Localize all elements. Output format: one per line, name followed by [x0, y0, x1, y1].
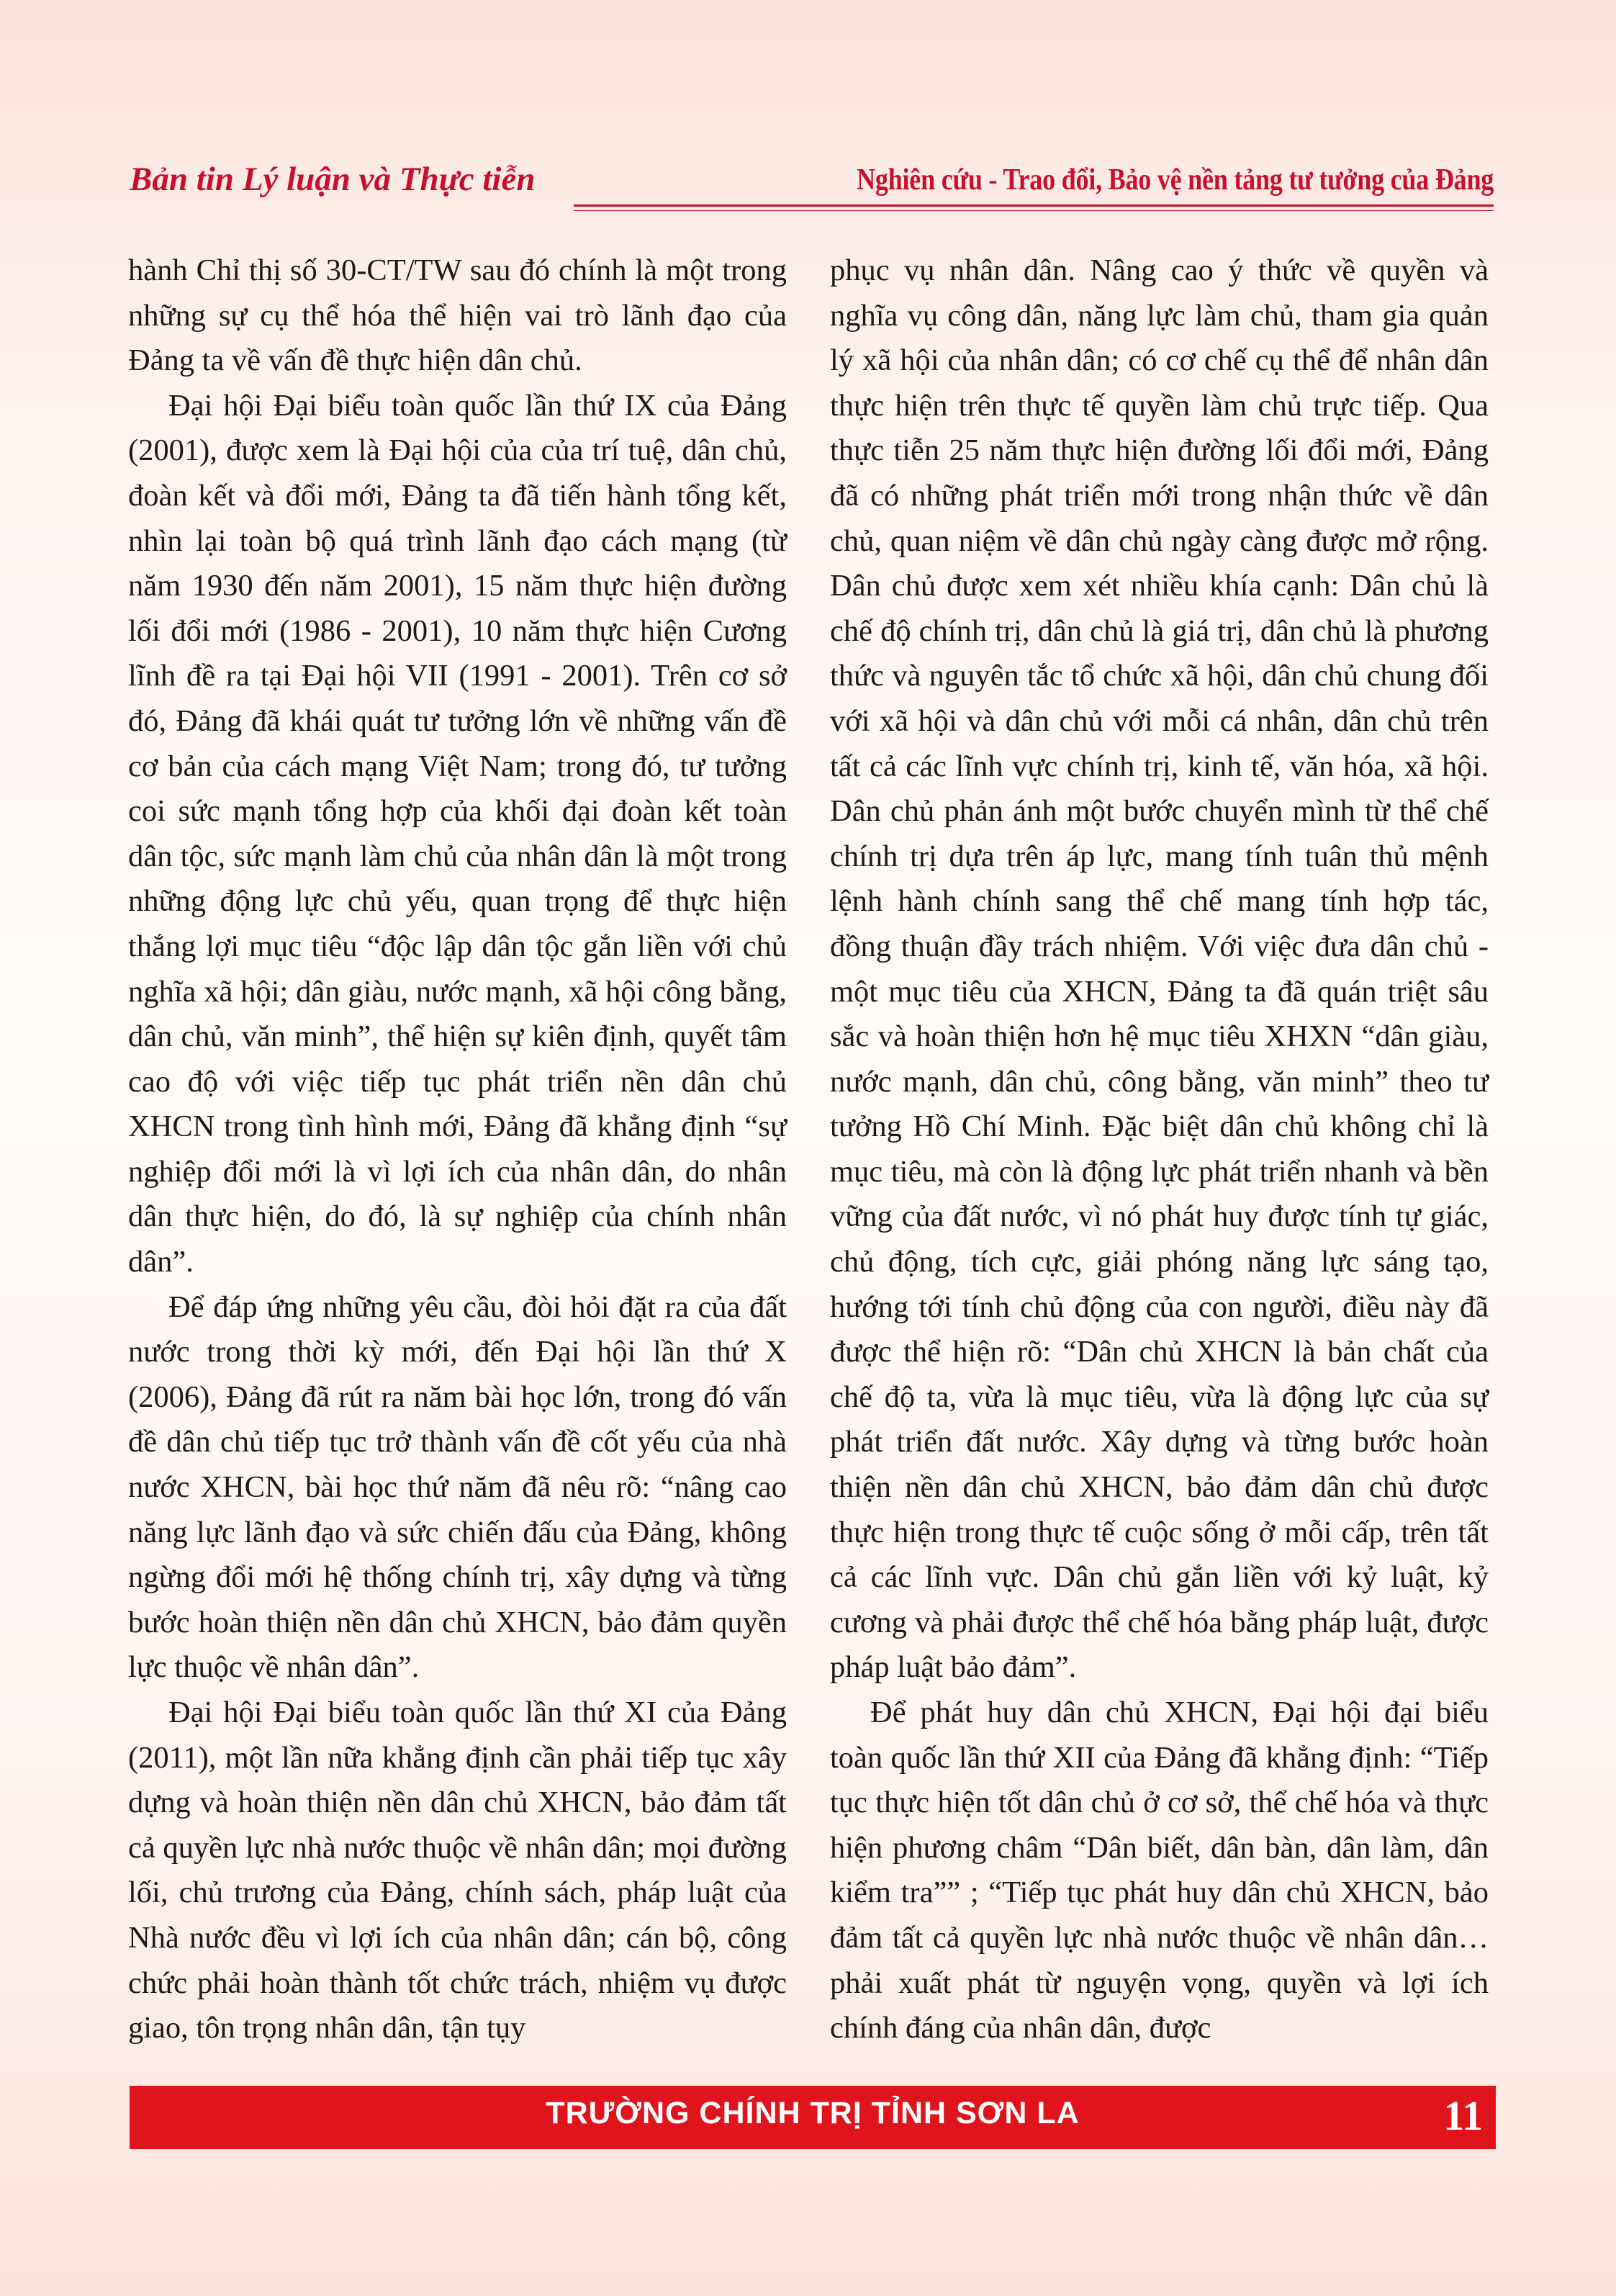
- footer-institution: TRƯỜNG CHÍNH TRỊ TỈNH SƠN LA: [546, 2096, 1080, 2130]
- section-title: Nghiên cứu - Trao đổi, Bảo vệ nền tảng tư tưởng của Đảng: [856, 163, 1494, 197]
- left-column: [128, 248, 787, 2051]
- paragraph: Để đáp ứng những yêu cầu, đòi hỏi đặt ra của đất nước trong thời kỳ mới, đến Đại hội lần thứ X (2006), Đảng đã rút ra năm bài học lớn, trong đó vấn đề dân chủ tiếp tục trở thành vấn đề cốt yếu của nhà nước XHCN, bài học thứ năm đã nêu rõ: “nâng cao năng lực lãnh đạo và sức chiến đấu của Đảng, không ngừng đổi mới hệ thống chính trị, xây dựng và từng bước hoàn thiện nền dân chủ XHCN, bảo đảm quyền lực thuộc về nhân dân”.: [128, 1289, 787, 1685]
- right-column: [830, 248, 1489, 2051]
- paragraph: phục vụ nhân dân. Nâng cao ý thức về quyền và nghĩa vụ công dân, năng lực làm chủ, tham gia quản lý xã hội của nhân dân; có cơ chế cụ thể để nhân dân thực hiện trên thực tế quyền làm chủ trực tiếp. Qua thực tiễn 25 năm thực hiện đường lối đổi mới, Đảng đã có những phát triển mới trong nhận thức về dân chủ, quan niệm về dân chủ ngày càng được mở rộng. Dân chủ được xem xét nhiều khía cạnh: Dân chủ là chế độ chính trị, dân chủ là giá trị, dân chủ là phương thức và nguyên tắc tổ chức xã hội, dân chủ chung đối với xã hội và dân chủ với mỗi cá nhân, dân chủ trên tất cả các lĩnh vực chính trị, kinh tế, văn hóa, xã hội. Dân chủ phản ánh một bước chuyển mình từ thể chế chính trị dựa trên áp lực, mang tính tuân thủ mệnh lệnh hành chính sang thể chế mang tính hợp tác, đồng thuận đầy trách nhiệm. Với việc đưa dân chủ - một mục tiêu của XHCN, Đảng ta đã quán triệt sâu sắc và hoàn thiện hơn hệ mục tiêu XHXN “dân giàu, nước mạnh, dân chủ, công bằng, văn minh” theo tư tưởng Hồ Chí Minh. Đặc biệt dân chủ không chỉ là mục tiêu, mà còn là động lực phát triển nhanh và bền vững của đất nước, vì nó phát huy được tính tự giác, chủ động, tích cực, giải phóng năng lực sáng tạo, hướng tới tính chủ động của con người, điều này đã được thể hiện rõ: “Dân chủ XHCN là bản chất của chế độ ta, vừa là mục tiêu, vừa là động lực của sự phát triển đất nước. Xây dựng và từng bước hoàn thiện nền dân chủ XHCN, bảo đảm dân chủ được thực hiện trong thực tế cuộc sống ở mỗi cấp, trên tất cả các lĩnh vực. Dân chủ gắn liền với kỷ luật, kỷ cương và phải được thể chế hóa bằng pháp luật, được pháp luật bảo đảm”.: [830, 253, 1489, 1685]
- header-rule-thin: [574, 210, 1494, 211]
- paragraph: Đại hội Đại biểu toàn quốc lần thứ XI của Đảng (2011), một lần nữa khẳng định cần phải tiếp tục xây dựng và hoàn thiện nền dân chủ XHCN, bảo đảm tất cả quyền lực nhà nước thuộc về nhân dân; mọi đường lối, chủ trương của Đảng, chính sách, pháp luật của Nhà nước đều vì lợi ích của nhân dân; cán bộ, công chức phải hoàn thành tốt chức trách, nhiệm vụ được giao, tôn trọng nhân dân, tận tụy: [128, 1696, 787, 2045]
- paragraph: hành Chỉ thị số 30-CT/TW sau đó chính là một trong những sự cụ thể hóa thể hiện vai trò lãnh đạo của Đảng ta về vấn đề thực hiện dân chủ.: [128, 253, 787, 378]
- page-header: [130, 160, 1494, 209]
- header-rule: [574, 204, 1494, 207]
- bulletin-title: Bản tin Lý luận và Thực tiễn: [130, 161, 536, 198]
- page-number: 11: [1443, 2092, 1483, 2139]
- paragraph: Đại hội Đại biểu toàn quốc lần thứ IX của Đảng (2001), được xem là Đại hội của của trí tuệ, dân chủ, đoàn kết và đổi mới, Đảng ta đã tiến hành tổng kết, nhìn lại toàn bộ quá trình lãnh đạo cách mạng (từ năm 1930 đến năm 2001), 15 năm thực hiện đường lối đổi mới (1986 - 2001), 10 năm thực hiện Cương lĩnh đề ra tại Đại hội VII (1991 - 2001). Trên cơ sở đó, Đảng đã khái quát tư tưởng lớn về những vấn đề cơ bản của cách mạng Việt Nam; trong đó, tư tưởng coi sức mạnh tổng hợp của khối đại đoàn kết toàn dân tộc, sức mạnh làm chủ của nhân dân là một trong những động lực chủ yếu, quan trọng để thực hiện thắng lợi mục tiêu “độc lập dân tộc gắn liền với chủ nghĩa xã hội; dân giàu, nước mạnh, xã hội công bằng, dân chủ, văn minh”, thể hiện sự kiên định, quyết tâm cao độ với việc tiếp tục phát triển nền dân chủ XHCN trong tình hình mới, Đảng đã khẳng định “sự nghiệp đổi mới là vì lợi ích của nhân dân, do nhân dân thực hiện, do đó, là sự nghiệp của chính nhân dân”.: [128, 388, 787, 1279]
- paragraph: Để phát huy dân chủ XHCN, Đại hội đại biểu toàn quốc lần thứ XII của Đảng đã khẳng định: “Tiếp tục thực hiện tốt dân chủ ở cơ sở, thể chế hóa và thực hiện phương châm “Dân biết, dân bàn, dân làm, dân kiểm tra”” ; “Tiếp tục phát huy dân chủ XHCN, bảo đảm tất cả quyền lực nhà nước thuộc về nhân dân… phải xuất phát từ nguyện vọng, quyền và lợi ích chính đáng của nhân dân, được: [830, 1696, 1489, 2045]
- page-footer: [130, 2086, 1496, 2149]
